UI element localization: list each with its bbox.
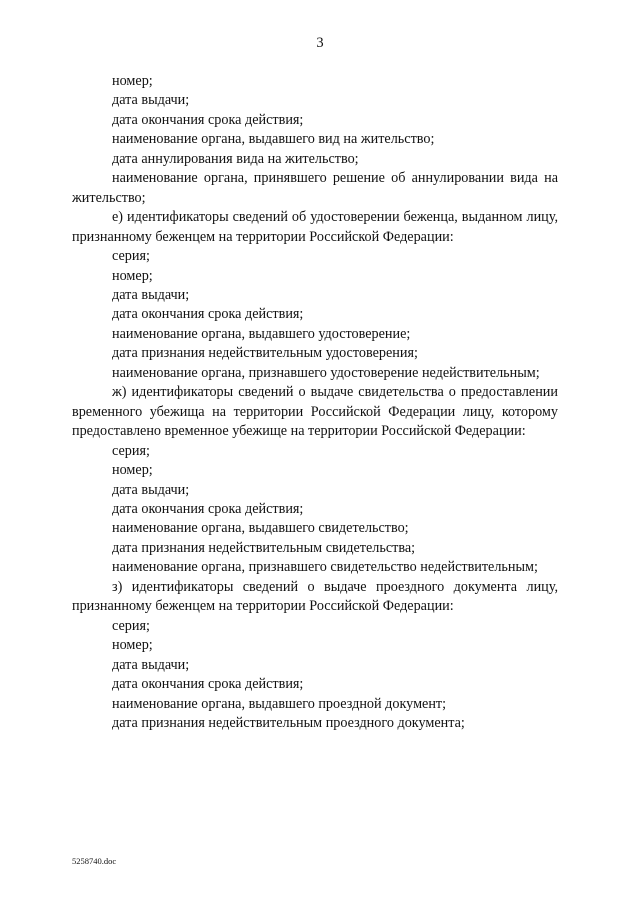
- paragraph-issuing-authority-1: наименование органа, выдавшего вид на жительство;: [112, 131, 435, 148]
- paragraph-number-1: номер;: [112, 73, 153, 89]
- paragraph-series-2: серия;: [112, 248, 150, 265]
- paragraph-item-e: е) идентификаторы сведений об удостоверении беженца, выданном лицу, признанному беженцем на территории Российской Федерации:: [72, 209, 558, 245]
- paragraph-item-zh: ж) идентификаторы сведений о выдаче свидетельства о предоставлении временного убежища на территории Российской Федерации лицу, которому предоставлено временное убежище на территории Российской Федерации:: [72, 384, 558, 440]
- paragraph-expiry-date-1: дата окончания срока действия;: [112, 111, 304, 128]
- paragraph-invalidation-date-4: дата признания недействительным проездного документа;: [112, 714, 465, 731]
- paragraph-series-4: серия;: [112, 617, 150, 634]
- paragraph-expiry-date-4: дата окончания срока действия;: [112, 676, 304, 693]
- paragraph-invalidating-authority-2: наименование органа, признавшего удостоверение недействительным;: [112, 364, 540, 381]
- paragraph-number-2: номер;: [112, 267, 153, 284]
- paragraph-issue-date-3: дата выдачи;: [112, 481, 190, 498]
- paragraph-number-4: номер;: [112, 637, 153, 654]
- document-file-code: 5258740.doc: [72, 856, 117, 866]
- paragraph-issuing-authority-2: наименование органа, выдавшего удостоверение;: [112, 325, 411, 342]
- paragraph-expiry-date-3: дата окончания срока действия;: [112, 500, 304, 517]
- paragraph-cancelling-authority: наименование органа, принявшего решение об аннулировании вида на жительство;: [72, 170, 558, 206]
- document-body: [72, 72, 558, 733]
- paragraph-issuing-authority-4: наименование органа, выдавшего проездной документ;: [112, 695, 447, 712]
- paragraph-invalidation-date-3: дата признания недействительным свидетельства;: [112, 539, 416, 556]
- paragraph-expiry-date-2: дата окончания срока действия;: [112, 306, 304, 323]
- paragraph-item-z: з) идентификаторы сведений о выдаче проездного документа лицу, признанному беженцем на территории Российской Федерации:: [72, 578, 558, 615]
- paragraph-invalidation-date-2: дата признания недействительным удостоверения;: [112, 345, 418, 362]
- paragraph-issuing-authority-3: наименование органа, выдавшего свидетельство;: [112, 520, 409, 537]
- paragraph-cancellation-date: дата аннулирования вида на жительство;: [112, 150, 359, 167]
- paragraph-issue-date-4: дата выдачи;: [112, 656, 190, 673]
- paragraph-issue-date-2: дата выдачи;: [112, 286, 190, 303]
- paragraph-series-3: серия;: [112, 442, 150, 459]
- paragraph-issue-date-1: дата выдачи;: [112, 92, 190, 109]
- paragraph-invalidating-authority-3: наименование органа, признавшего свидетельство недействительным;: [112, 559, 538, 576]
- paragraph-number-3: номер;: [112, 462, 153, 479]
- page-number: 3: [316, 35, 324, 51]
